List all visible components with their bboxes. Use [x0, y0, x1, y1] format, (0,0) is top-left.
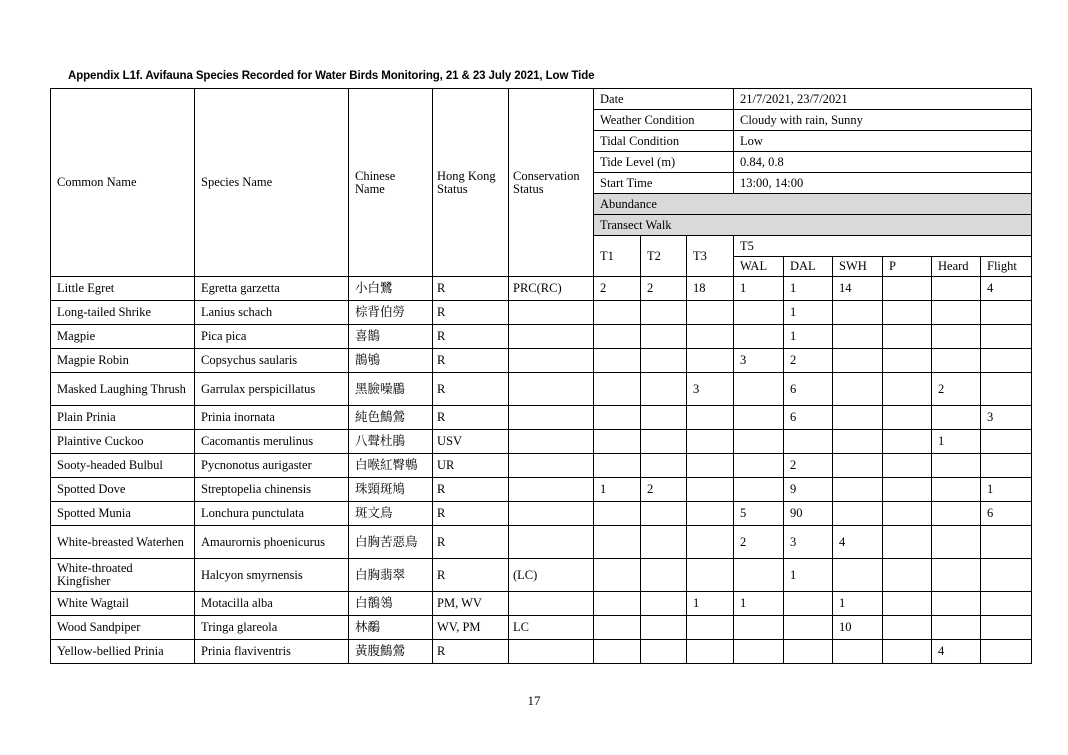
count-cell — [981, 526, 1032, 559]
chinese-name-cell: 八聲杜鵑 — [349, 430, 433, 454]
count-cell — [687, 349, 734, 373]
header-conservation-status: Conservation Status — [509, 89, 594, 277]
count-cell — [641, 592, 687, 616]
conservation-status-cell — [509, 502, 594, 526]
count-cell: 2 — [734, 526, 784, 559]
transect-t1: T1 — [594, 236, 641, 277]
common-name-cell: Yellow-bellied Prinia — [51, 640, 195, 664]
count-cell — [687, 616, 734, 640]
count-cell — [594, 616, 641, 640]
conservation-status-cell — [509, 373, 594, 406]
count-cell — [932, 592, 981, 616]
hk-status-cell: R — [433, 502, 509, 526]
table-row — [51, 325, 1032, 349]
count-cell: 3 — [687, 373, 734, 406]
count-cell — [883, 325, 932, 349]
count-cell — [594, 502, 641, 526]
count-cell: 3 — [734, 349, 784, 373]
condition-label: Date — [594, 89, 734, 110]
count-cell — [687, 478, 734, 502]
count-cell — [687, 502, 734, 526]
count-cell — [784, 616, 833, 640]
count-cell — [981, 454, 1032, 478]
count-cell — [883, 430, 932, 454]
count-cell — [833, 640, 883, 664]
count-cell — [687, 640, 734, 664]
hk-status-cell: WV, PM — [433, 616, 509, 640]
count-cell — [641, 640, 687, 664]
count-cell — [883, 592, 932, 616]
count-cell: 2 — [784, 454, 833, 478]
species-name-cell: Motacilla alba — [195, 592, 349, 616]
species-name-cell: Halcyon smyrnensis — [195, 559, 349, 592]
count-cell — [641, 526, 687, 559]
count-cell: 2 — [641, 478, 687, 502]
chinese-name-cell: 黃腹鷦鶯 — [349, 640, 433, 664]
count-cell — [932, 502, 981, 526]
count-cell — [641, 430, 687, 454]
species-name-cell: Copsychus saularis — [195, 349, 349, 373]
count-cell — [641, 373, 687, 406]
count-cell: 90 — [784, 502, 833, 526]
count-cell — [687, 526, 734, 559]
count-cell: 1 — [784, 277, 833, 301]
page-number: 17 — [527, 693, 541, 708]
t5-sub-swh: SWH — [833, 257, 883, 277]
count-cell — [594, 325, 641, 349]
chinese-name-cell: 白胸苦惡鳥 — [349, 526, 433, 559]
count-cell: 1 — [981, 478, 1032, 502]
conservation-status-cell — [509, 454, 594, 478]
condition-value: 0.84, 0.8 — [734, 152, 1032, 173]
count-cell — [883, 640, 932, 664]
count-cell: 3 — [784, 526, 833, 559]
count-cell — [932, 325, 981, 349]
common-name-cell: Long-tailed Shrike — [51, 301, 195, 325]
count-cell — [981, 592, 1032, 616]
count-cell — [833, 325, 883, 349]
count-cell — [641, 406, 687, 430]
count-cell: 2 — [641, 277, 687, 301]
count-cell — [981, 616, 1032, 640]
count-cell — [594, 640, 641, 664]
conservation-status-cell — [509, 406, 594, 430]
count-cell — [932, 526, 981, 559]
header-species-name: Species Name — [195, 89, 349, 277]
condition-value: Low — [734, 131, 1032, 152]
chinese-name-cell: 珠頸斑鳩 — [349, 478, 433, 502]
count-cell — [883, 502, 932, 526]
count-cell: 6 — [784, 373, 833, 406]
common-name-cell: Spotted Munia — [51, 502, 195, 526]
count-cell — [784, 430, 833, 454]
chinese-name-cell: 白鶺鴒 — [349, 592, 433, 616]
transect-t5: T5 — [734, 236, 1032, 257]
count-cell: 18 — [687, 277, 734, 301]
species-name-cell: Pica pica — [195, 325, 349, 349]
count-cell — [833, 349, 883, 373]
common-name-cell: White Wagtail — [51, 592, 195, 616]
condition-label: Weather Condition — [594, 110, 734, 131]
count-cell — [734, 406, 784, 430]
chinese-name-cell: 鵲鴝 — [349, 349, 433, 373]
common-name-cell: Plaintive Cuckoo — [51, 430, 195, 454]
common-name-cell: White-breasted Waterhen — [51, 526, 195, 559]
table-row — [51, 430, 1032, 454]
count-cell — [833, 478, 883, 502]
table-row — [51, 616, 1032, 640]
common-name-cell: Magpie — [51, 325, 195, 349]
transect-t3: T3 — [687, 236, 734, 277]
count-cell: 1 — [594, 478, 641, 502]
count-cell — [594, 301, 641, 325]
hk-status-cell: USV — [433, 430, 509, 454]
species-name-cell: Tringa glareola — [195, 616, 349, 640]
t5-sub-dal: DAL — [784, 257, 833, 277]
count-cell — [833, 373, 883, 406]
chinese-name-cell: 白喉紅臀鵯 — [349, 454, 433, 478]
condition-value: 13:00, 14:00 — [734, 173, 1032, 194]
conservation-status-cell — [509, 325, 594, 349]
count-cell: 1 — [687, 592, 734, 616]
abundance-label: Abundance — [594, 194, 1032, 215]
count-cell — [734, 430, 784, 454]
conservation-status-cell: LC — [509, 616, 594, 640]
conservation-status-cell — [509, 301, 594, 325]
count-cell — [883, 616, 932, 640]
count-cell — [734, 616, 784, 640]
table-row — [51, 373, 1032, 406]
count-cell — [734, 373, 784, 406]
species-name-cell: Pycnonotus aurigaster — [195, 454, 349, 478]
count-cell — [641, 559, 687, 592]
count-cell — [981, 430, 1032, 454]
hk-status-cell: R — [433, 277, 509, 301]
hk-status-cell: R — [433, 559, 509, 592]
count-cell: 6 — [784, 406, 833, 430]
count-cell — [883, 301, 932, 325]
count-cell: 3 — [981, 406, 1032, 430]
conservation-status-cell: PRC(RC) — [509, 277, 594, 301]
species-name-cell: Garrulax perspicillatus — [195, 373, 349, 406]
count-cell: 6 — [981, 502, 1032, 526]
common-name-cell: Spotted Dove — [51, 478, 195, 502]
conservation-status-cell: (LC) — [509, 559, 594, 592]
condition-label: Start Time — [594, 173, 734, 194]
count-cell — [594, 349, 641, 373]
count-cell — [734, 454, 784, 478]
chinese-name-cell: 黑臉噪鶥 — [349, 373, 433, 406]
transect-walk-label: Transect Walk — [594, 215, 1032, 236]
condition-value: 21/7/2021, 23/7/2021 — [734, 89, 1032, 110]
count-cell: 1 — [784, 301, 833, 325]
species-table — [50, 88, 1032, 664]
header-common-name: Common Name — [51, 89, 195, 277]
count-cell — [981, 640, 1032, 664]
hk-status-cell: PM, WV — [433, 592, 509, 616]
table-row — [51, 454, 1032, 478]
conservation-status-cell — [509, 478, 594, 502]
count-cell — [883, 277, 932, 301]
count-cell — [594, 430, 641, 454]
table-row — [51, 478, 1032, 502]
table-row — [51, 406, 1032, 430]
count-cell — [734, 640, 784, 664]
count-cell — [883, 454, 932, 478]
count-cell — [594, 406, 641, 430]
chinese-name-cell: 斑文鳥 — [349, 502, 433, 526]
species-name-cell: Egretta garzetta — [195, 277, 349, 301]
count-cell — [734, 478, 784, 502]
count-cell: 1 — [734, 277, 784, 301]
appendix-title: Appendix L1f. Avifauna Species Recorded for Water Birds Monitoring, 21 & 23 July 2021, Low Tide — [68, 70, 595, 82]
t5-sub-flight: Flight — [981, 257, 1032, 277]
chinese-name-cell: 喜鵲 — [349, 325, 433, 349]
hk-status-cell: R — [433, 325, 509, 349]
count-cell — [883, 349, 932, 373]
count-cell: 9 — [784, 478, 833, 502]
table-row — [51, 349, 1032, 373]
count-cell — [641, 349, 687, 373]
common-name-cell: Magpie Robin — [51, 349, 195, 373]
count-cell: 1 — [833, 592, 883, 616]
common-name-cell: Little Egret — [51, 277, 195, 301]
count-cell — [687, 430, 734, 454]
table-row — [51, 277, 1032, 301]
count-cell — [833, 502, 883, 526]
table-row — [51, 301, 1032, 325]
t5-sub-wal: WAL — [734, 257, 784, 277]
count-cell — [594, 592, 641, 616]
count-cell — [641, 502, 687, 526]
count-cell — [932, 349, 981, 373]
count-cell — [594, 454, 641, 478]
chinese-name-cell: 白胸翡翠 — [349, 559, 433, 592]
count-cell: 4 — [932, 640, 981, 664]
count-cell — [641, 325, 687, 349]
count-cell — [981, 373, 1032, 406]
species-name-cell: Cacomantis merulinus — [195, 430, 349, 454]
count-cell — [734, 301, 784, 325]
count-cell — [932, 616, 981, 640]
count-cell: 1 — [784, 559, 833, 592]
count-cell — [641, 454, 687, 478]
count-cell: 14 — [833, 277, 883, 301]
common-name-cell: Sooty-headed Bulbul — [51, 454, 195, 478]
hk-status-cell: R — [433, 526, 509, 559]
count-cell — [594, 526, 641, 559]
count-cell — [784, 640, 833, 664]
count-cell — [932, 301, 981, 325]
condition-label: Tide Level (m) — [594, 152, 734, 173]
count-cell — [687, 301, 734, 325]
conservation-status-cell — [509, 430, 594, 454]
table-row — [51, 592, 1032, 616]
hk-status-cell: R — [433, 349, 509, 373]
chinese-name-cell: 林鷸 — [349, 616, 433, 640]
count-cell — [734, 559, 784, 592]
count-cell — [833, 430, 883, 454]
count-cell — [981, 559, 1032, 592]
count-cell: 1 — [734, 592, 784, 616]
common-name-cell: Plain Prinia — [51, 406, 195, 430]
count-cell — [594, 373, 641, 406]
species-name-cell: Prinia flaviventris — [195, 640, 349, 664]
count-cell — [932, 559, 981, 592]
table-row — [51, 526, 1032, 559]
count-cell — [932, 406, 981, 430]
count-cell: 1 — [784, 325, 833, 349]
chinese-name-cell: 純色鷦鶯 — [349, 406, 433, 430]
count-cell — [932, 478, 981, 502]
hk-status-cell: R — [433, 373, 509, 406]
header-hk-status: Hong Kong Status — [433, 89, 509, 277]
count-cell — [981, 325, 1032, 349]
count-cell — [833, 454, 883, 478]
count-cell — [641, 301, 687, 325]
hk-status-cell: R — [433, 640, 509, 664]
hk-status-cell: R — [433, 478, 509, 502]
condition-label: Tidal Condition — [594, 131, 734, 152]
chinese-name-cell: 棕背伯勞 — [349, 301, 433, 325]
count-cell — [687, 454, 734, 478]
table-row — [51, 640, 1032, 664]
count-cell: 2 — [932, 373, 981, 406]
count-cell: 10 — [833, 616, 883, 640]
species-name-cell: Lanius schach — [195, 301, 349, 325]
count-cell — [784, 592, 833, 616]
count-cell — [883, 526, 932, 559]
count-cell — [734, 325, 784, 349]
common-name-cell: Masked Laughing Thrush — [51, 373, 195, 406]
t5-sub-heard: Heard — [932, 257, 981, 277]
t5-sub-p: P — [883, 257, 932, 277]
count-cell — [883, 559, 932, 592]
count-cell — [883, 406, 932, 430]
count-cell — [981, 349, 1032, 373]
conservation-status-cell — [509, 640, 594, 664]
count-cell — [833, 406, 883, 430]
hk-status-cell: R — [433, 406, 509, 430]
count-cell — [883, 478, 932, 502]
count-cell: 4 — [833, 526, 883, 559]
count-cell — [981, 301, 1032, 325]
common-name-cell: Wood Sandpiper — [51, 616, 195, 640]
species-name-cell: Prinia inornata — [195, 406, 349, 430]
species-name-cell: Streptopelia chinensis — [195, 478, 349, 502]
species-name-cell: Lonchura punctulata — [195, 502, 349, 526]
count-cell — [833, 301, 883, 325]
count-cell — [883, 373, 932, 406]
transect-t2: T2 — [641, 236, 687, 277]
count-cell — [932, 277, 981, 301]
header-chinese-name: Chinese Name — [349, 89, 433, 277]
count-cell — [687, 325, 734, 349]
hk-status-cell: UR — [433, 454, 509, 478]
count-cell — [687, 406, 734, 430]
chinese-name-cell: 小白鷺 — [349, 277, 433, 301]
count-cell — [594, 559, 641, 592]
count-cell — [932, 454, 981, 478]
common-name-cell: White-throated Kingfisher — [51, 559, 195, 592]
count-cell: 4 — [981, 277, 1032, 301]
conservation-status-cell — [509, 592, 594, 616]
table-row — [51, 559, 1032, 592]
hk-status-cell: R — [433, 301, 509, 325]
count-cell — [687, 559, 734, 592]
species-name-cell: Amaurornis phoenicurus — [195, 526, 349, 559]
table-row — [51, 502, 1032, 526]
count-cell: 2 — [784, 349, 833, 373]
conservation-status-cell — [509, 526, 594, 559]
condition-value: Cloudy with rain, Sunny — [734, 110, 1032, 131]
count-cell: 2 — [594, 277, 641, 301]
count-cell: 1 — [932, 430, 981, 454]
conservation-status-cell — [509, 349, 594, 373]
count-cell — [833, 559, 883, 592]
count-cell — [641, 616, 687, 640]
count-cell: 5 — [734, 502, 784, 526]
